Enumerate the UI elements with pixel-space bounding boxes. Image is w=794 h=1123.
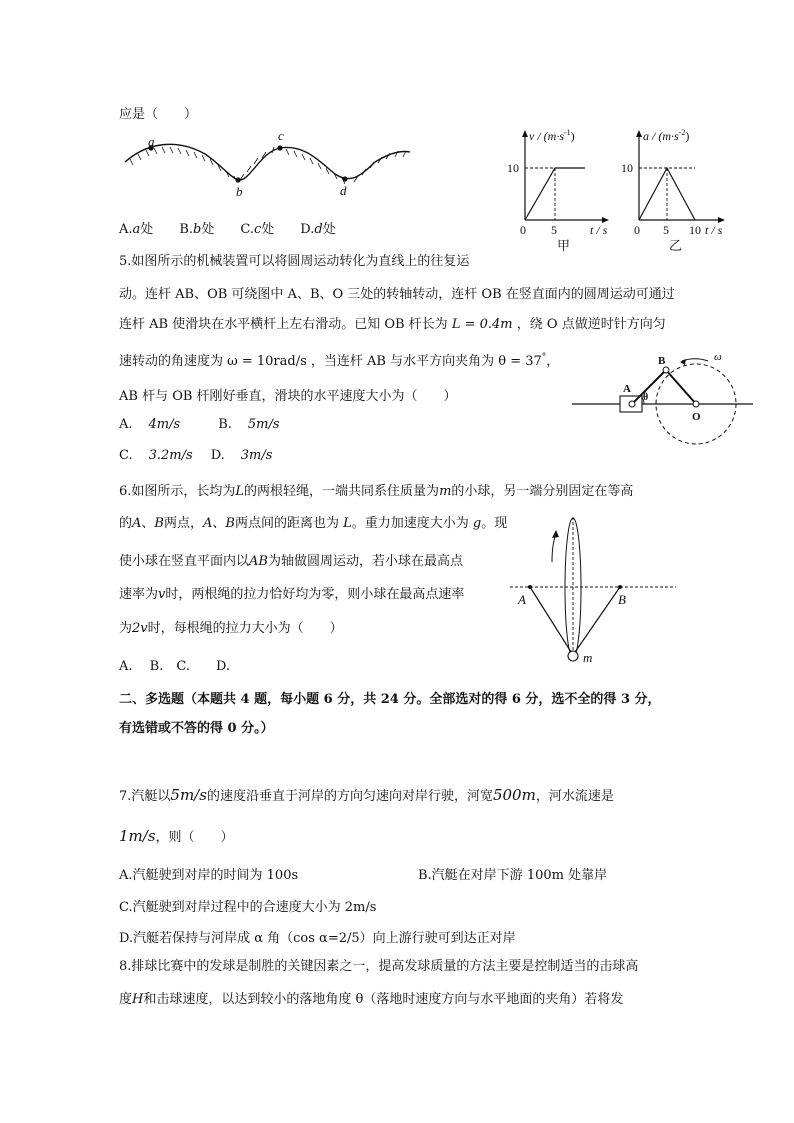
svg-text:t / s: t / s [590, 223, 608, 237]
q7-line1: 7.汽艇以5m/s的速度沿垂直于河岸的方向匀速向对岸行驶，河宽500m，河水流速是 [119, 786, 614, 804]
q5-line2: 动。连杆 AB、OB 可绕图中 A、B、O 三处的转轴转动，连杆 OB 在竖直面内的圆周运动可通过 [119, 287, 675, 302]
q7-line2: 1m/s，则（ ） [119, 827, 234, 845]
q5-line4: 速转动的角速度为 ω = 10rad/s ，当连杆 AB 与水平方向夹角为 θ = 37°， [119, 352, 560, 369]
q6-line5: 为2v时，每根绳的拉力大小为（ ） [119, 621, 343, 636]
q4-options: A.a处 B.b处 C.c处 D.d处 [119, 222, 336, 237]
q5-options-ab: A. 4m/s B. 5m/s [119, 417, 280, 432]
svg-text:A: A [518, 592, 526, 607]
rotation-arrow [552, 534, 556, 562]
svg-text:θ: θ [643, 392, 649, 403]
question-continuation: 应是（ ） [119, 107, 198, 122]
q6-line1: 6.如图所示，长均为L的两根轻绳，一端共同系住质量为m的小球，另一端分别固定在等高 [119, 484, 634, 499]
q8-line2: 度H和击球速度，以达到较小的落地角度 θ（落地时速度方向与水平地面的夹角）若将发 [119, 992, 624, 1007]
wavy-track-diagram [120, 128, 420, 202]
q5-line5: AB 杆与 OB 杆刚好垂直，滑块的水平速度大小为（ ） [119, 389, 457, 404]
label-b: b [236, 184, 243, 199]
svg-text:0: 0 [634, 223, 640, 237]
svg-text:乙: 乙 [669, 238, 683, 253]
q8-line1: 8.排球比赛中的发球是制胜的关键因素之一，提高发球质量的方法主要是控制适当的击球高 [119, 959, 639, 974]
graph-jia [505, 128, 615, 253]
svg-text:m: m [583, 650, 593, 665]
svg-text:O: O [692, 411, 701, 423]
q5-line3: 连杆 AB 使滑块在水平横杆上左右滑动。已知 OB 杆长为 L = 0.4m ，绕 O 点做逆时针方向匀 [119, 317, 666, 332]
section2-heading-line1: 二、多选题（本题共 4 题，每小题 6 分，共 24 分。全部选对的得 6 分，选不全的得 3 分， [119, 692, 661, 707]
svg-text:a / (m·s-2): $a / (m\cdot s^{-2})$ [643, 128, 690, 143]
q7-option-b: B.汽艇在对岸下游 100m 处靠岸 [418, 868, 608, 883]
svg-text:v / (m·s-1): $v / (m\cdot s^{-1})$ [529, 128, 575, 143]
svg-text:甲: 甲 [557, 238, 571, 253]
svg-text:10: 10 [621, 161, 633, 175]
q7-option-d: D.汽艇若保持与河岸成 α 角（cos α=2/5）向上游行驶可到达正对岸 [119, 931, 516, 946]
q6-options: A. B. C. D. [119, 659, 231, 674]
q7-option-c: C.汽艇驶到对岸过程中的合速度大小为 2m/s [119, 900, 377, 915]
svg-text:B: B [618, 592, 626, 607]
track-hatching [130, 147, 406, 184]
q6-line4: 速率为v时，两根绳的拉力恰好均为零，则小球在最高点速率 [119, 587, 465, 602]
svg-text:10: 10 [507, 161, 519, 175]
svg-text:5: 5 [551, 223, 557, 237]
svg-text:t / s: t / s [705, 223, 723, 237]
label-d: d [340, 183, 347, 198]
point-d [342, 176, 347, 181]
graph-yi [617, 128, 737, 253]
label-a: a [148, 134, 155, 149]
track-curve [125, 144, 410, 180]
svg-text:ω: ω [714, 351, 722, 363]
svg-text:B: B [658, 355, 666, 367]
svg-text:5: 5 [663, 223, 669, 237]
label-c: c [278, 128, 284, 143]
q5-line1: 5.如图所示的机械装置可以将圆周运动转化为直线上的往复运 [119, 254, 470, 269]
q6-line2: 的A、B两点，A、B两点间的距离也为 L。重力加速度大小为 g。现 [119, 516, 508, 531]
ball [568, 651, 578, 661]
conical-rope-diagram [508, 512, 678, 667]
point-b [235, 177, 240, 182]
svg-text:A: A [623, 383, 631, 395]
q7-option-a: A.汽艇驶到对岸的时间为 100s [119, 868, 299, 883]
svg-text:0: 0 [520, 223, 526, 237]
svg-text:10: 10 [689, 223, 701, 237]
point-c [277, 145, 282, 150]
q6-line3: 使小球在竖直平面内以AB为轴做圆周运动，若小球在最高点 [119, 554, 463, 569]
crank-slider-diagram [570, 348, 755, 478]
section2-heading-line2: 有选错或不答的得 0 分。） [119, 721, 274, 736]
q5-options-cd: C. 3.2m/s D. 3m/s [119, 448, 273, 463]
